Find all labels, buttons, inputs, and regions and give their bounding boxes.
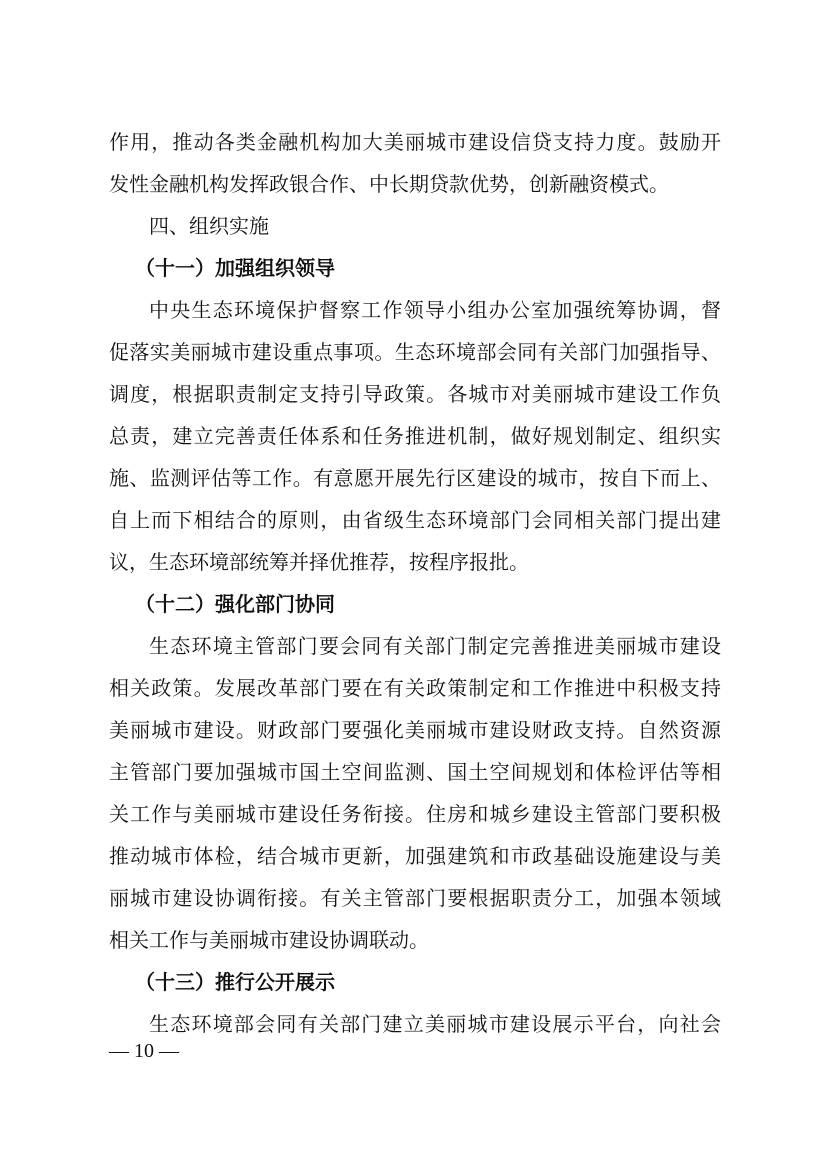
subsection-heading: （十三）推行公开展示 [135, 970, 335, 994]
paragraph-line: 关工作与美丽城市建设任务衔接。住房和城乡建设主管部门要积极 [109, 802, 721, 826]
paragraph-line: 发性金融机构发挥政银合作、中长期贷款优势，创新融资模式。 [109, 172, 669, 196]
paragraph-line: 促落实美丽城市建设重点事项。生态环境部会同有关部门加强指导、 [109, 340, 721, 364]
paragraph-line: 推动城市体检，结合城市更新，加强建筑和市政基础设施建设与美 [109, 844, 721, 868]
paragraph-line: 主管部门要加强城市国土空间监测、国土空间规划和体检评估等相 [109, 760, 721, 784]
paragraph-line: 生态环境主管部门要会同有关部门制定完善推进美丽城市建设 [149, 634, 721, 658]
paragraph-line: 自上而下相结合的原则，由省级生态环境部门会同相关部门提出建 [109, 508, 721, 532]
subsection-heading: （十二）强化部门协同 [135, 592, 335, 616]
section-heading: 四、组织实施 [149, 214, 269, 238]
paragraph-line: 生态环境部会同有关部门建立美丽城市建设展示平台，向社会 [149, 1012, 721, 1036]
paragraph-line: 总责，建立完善责任体系和任务推进机制，做好规划制定、组织实 [109, 424, 721, 448]
paragraph-line: 丽城市建设协调衔接。有关主管部门要根据职责分工，加强本领域 [109, 886, 721, 910]
paragraph-line: 调度，根据职责制定支持引导政策。各城市对美丽城市建设工作负 [109, 382, 721, 406]
page-number: — 10 — [109, 1040, 179, 1062]
subsection-heading: （十一）加强组织领导 [135, 256, 335, 280]
paragraph-line: 相关政策。发展改革部门要在有关政策制定和工作推进中积极支持 [109, 676, 721, 700]
paragraph-line: 作用，推动各类金融机构加大美丽城市建设信贷支持力度。鼓励开 [109, 130, 721, 154]
paragraph-line: 议，生态环境部统筹并择优推荐，按程序报批。 [109, 550, 529, 574]
paragraph-line: 美丽城市建设。财政部门要强化美丽城市建设财政支持。自然资源 [109, 718, 721, 742]
paragraph-line: 中央生态环境保护督察工作领导小组办公室加强统筹协调，督 [149, 298, 721, 322]
paragraph-line: 施、监测评估等工作。有意愿开展先行区建设的城市，按自下而上、 [109, 466, 721, 490]
paragraph-line: 相关工作与美丽城市建设协调联动。 [109, 928, 429, 952]
